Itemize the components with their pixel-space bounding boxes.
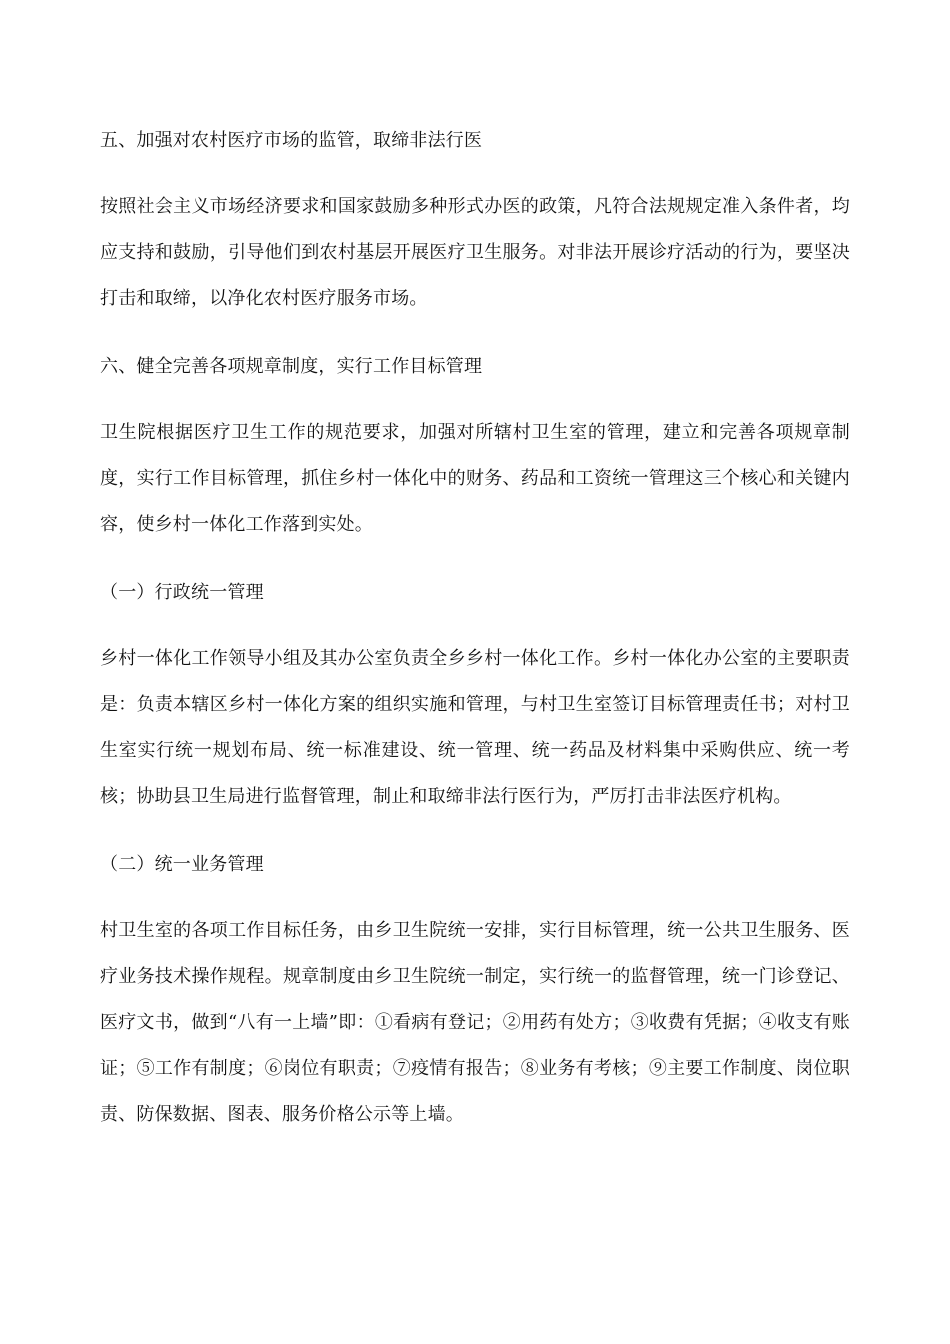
subsection-heading-2: （二）统一业务管理 — [100, 854, 264, 875]
paragraph-rules-management: 卫生院根据医疗卫生工作的规范要求，加强对所辖村卫生室的管理，建立和完善各项规章制度，实行工作目标管理，抓住乡村一体化中的财务、药品和工资统一管理这三个核心和关键内容，使乡村一体化工作落到实处。 — [100, 422, 850, 535]
section-heading-6: 六、健全完善各项规章制度，实行工作目标管理 — [100, 356, 483, 377]
section-heading-5: 五、加强对农村医疗市场的监管，取缔非法行医 — [100, 130, 483, 151]
paragraph-business-management: 村卫生室的各项工作目标任务，由乡卫生院统一安排，实行目标管理，统一公共卫生服务、医疗业务技术操作规程。规章制度由乡卫生院统一制定，实行统一的监督管理，统一门诊登记、医疗文书，做到“八有一上墙”即：①看病有登记；②用药有处方；③收费有凭据；④收支有账证；⑤工作有制度；⑥岗位有职责；⑦疫情有报告；⑧业务有考核；⑨主要工作制度、岗位职责、防保数据、图表、服务价格公示等上墙。 — [100, 920, 850, 1125]
paragraph-administrative-management: 乡村一体化工作领导小组及其办公室负责全乡乡村一体化工作。乡村一体化办公室的主要职责是：负责本辖区乡村一体化方案的组织实施和管理，与村卫生室签订目标管理责任书；对村卫生室实行统一规划布局、统一标准建设、统一管理、统一药品及材料集中采购供应、统一考核；协助县卫生局进行监督管理，制止和取缔非法行医行为，严厉打击非法医疗机构。 — [100, 648, 850, 807]
paragraph-market-regulation: 按照社会主义市场经济要求和国家鼓励多种形式办医的政策，凡符合法规规定准入条件者，均应支持和鼓励，引导他们到农村基层开展医疗卫生服务。对非法开展诊疗活动的行为，要坚决打击和取缔，以净化农村医疗服务市场。 — [100, 196, 850, 309]
subsection-heading-1: （一）行政统一管理 — [100, 582, 264, 603]
